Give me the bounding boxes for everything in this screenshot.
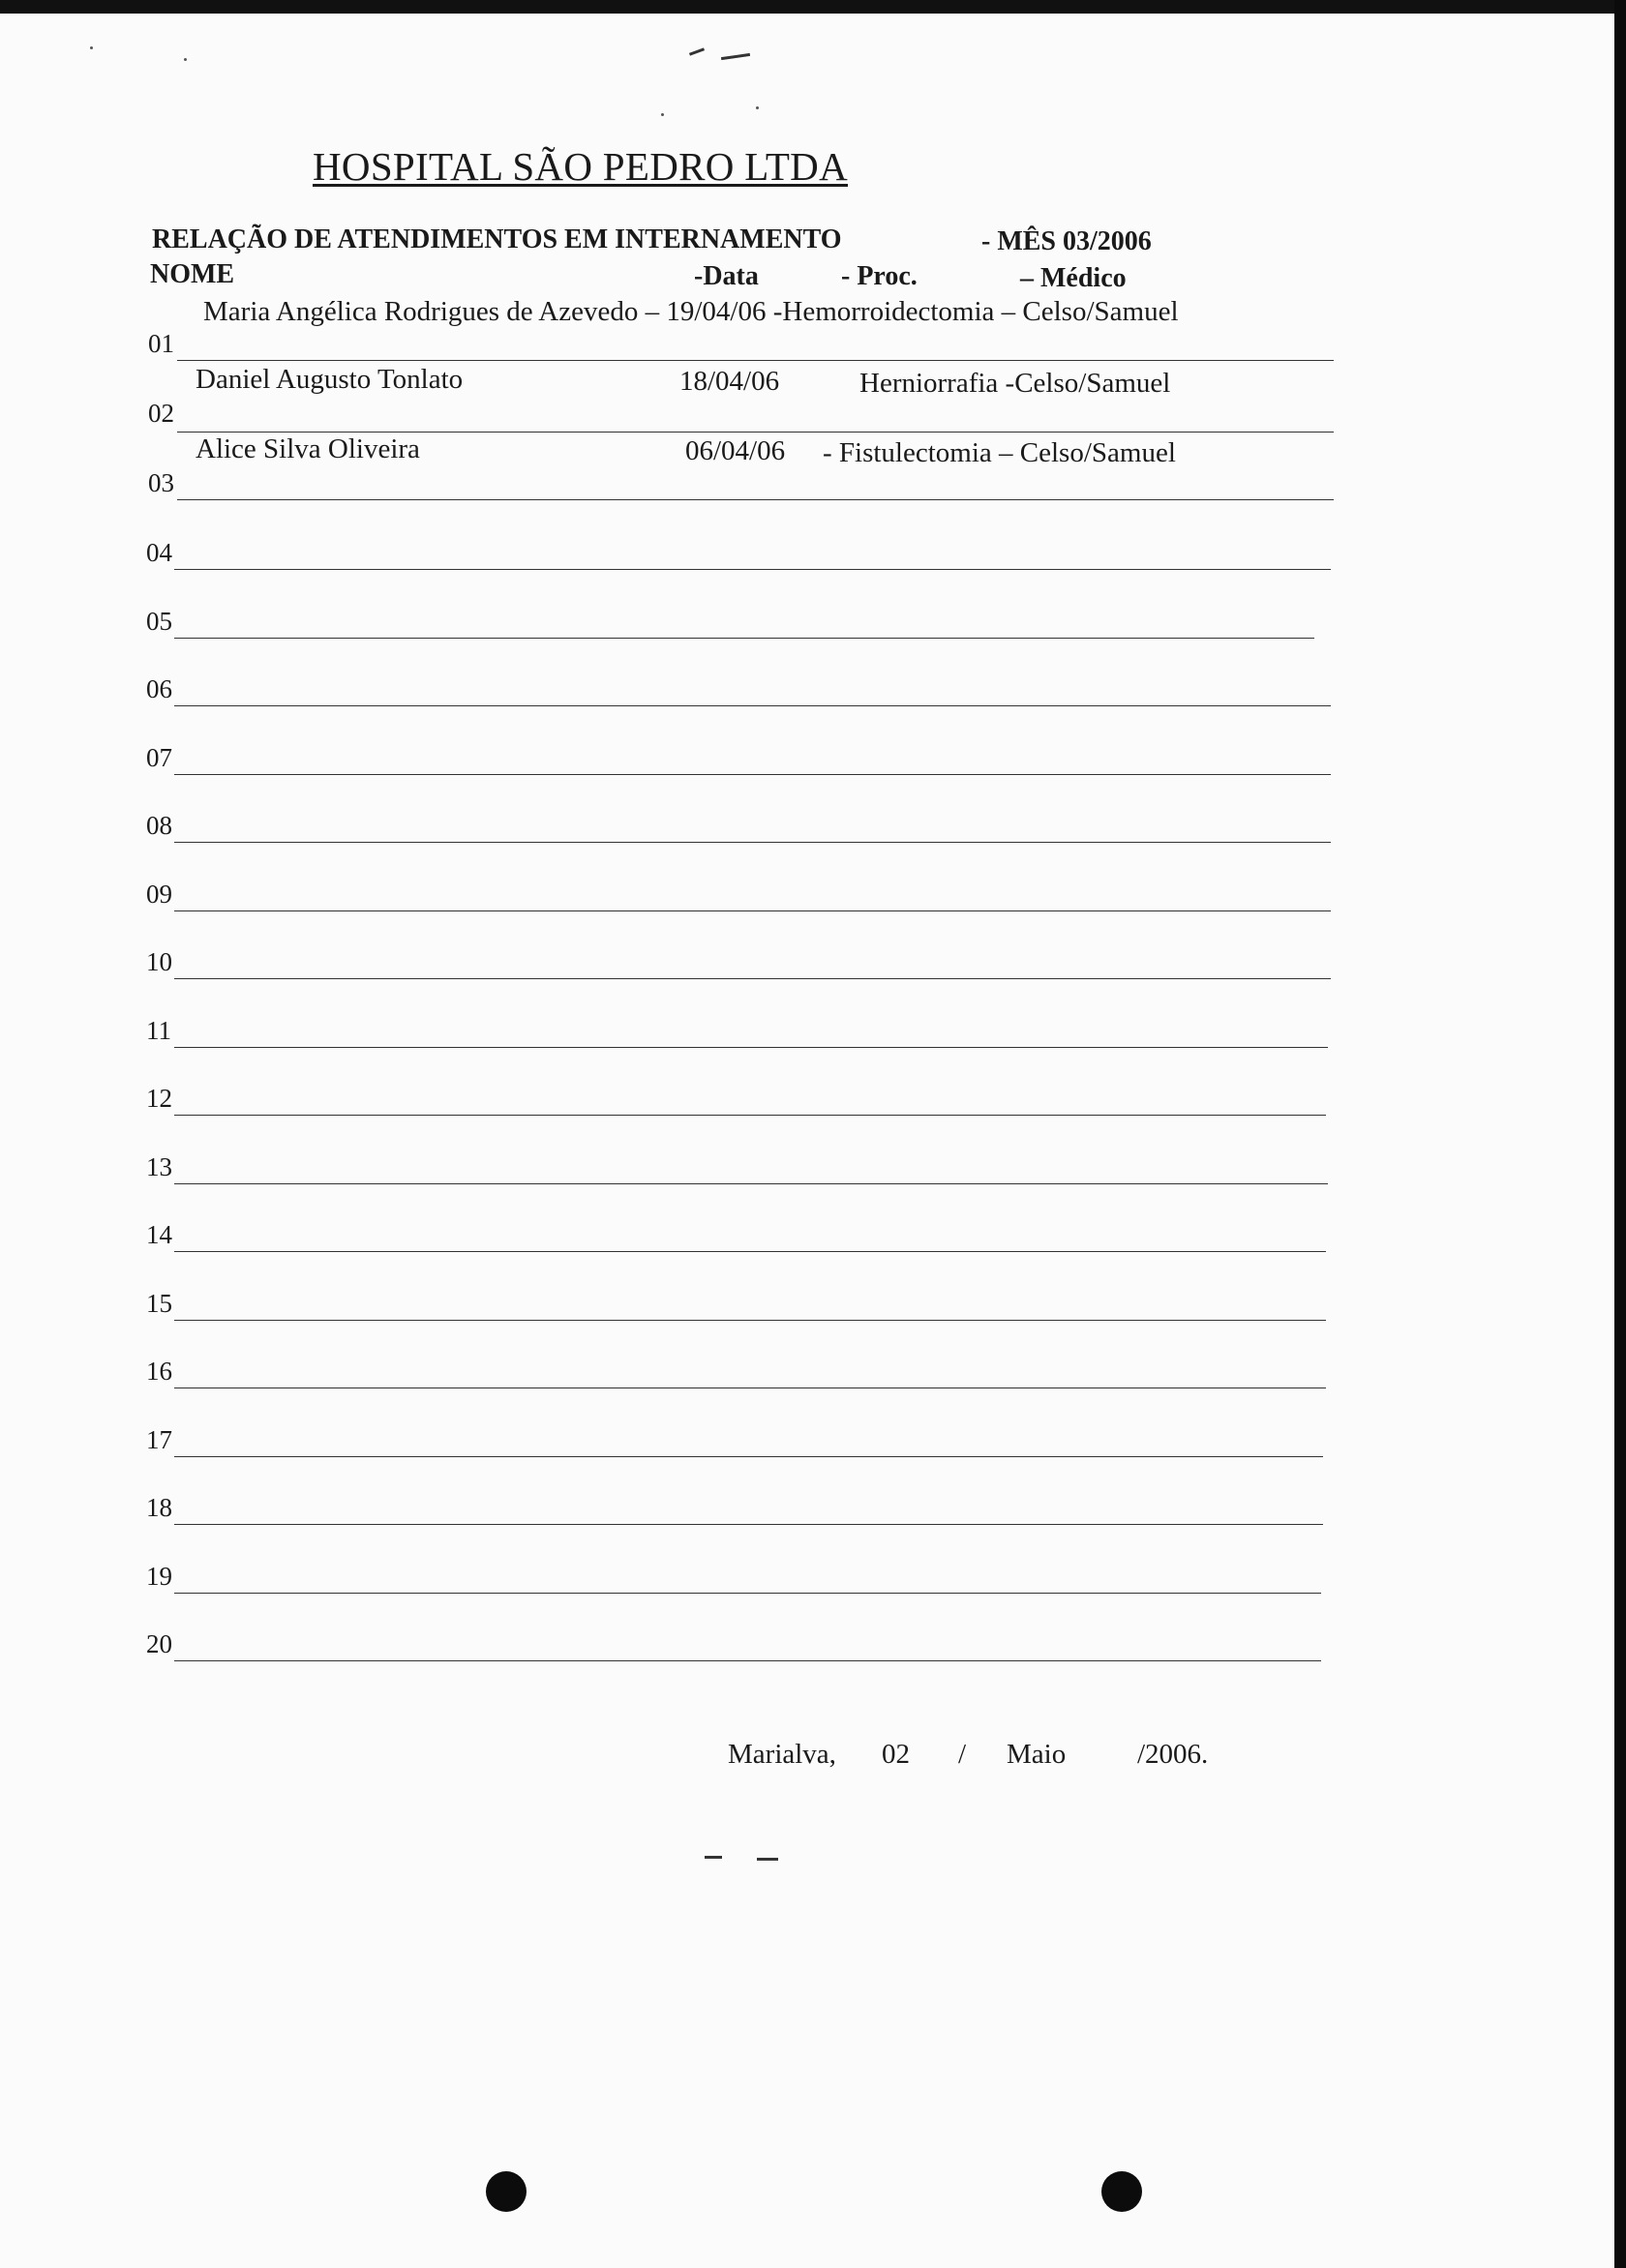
row-line xyxy=(177,432,1334,433)
pen-mark xyxy=(705,1856,722,1859)
row-number: 12 xyxy=(146,1084,172,1113)
row-line xyxy=(174,1115,1326,1116)
row-number: 08 xyxy=(146,811,172,840)
footer-separator: / xyxy=(958,1739,967,1770)
scan-speck xyxy=(756,106,759,109)
scan-speck xyxy=(184,58,187,61)
row-line xyxy=(174,910,1331,911)
row-number: 07 xyxy=(146,743,172,772)
row-line xyxy=(174,1524,1323,1525)
row-line xyxy=(174,638,1314,639)
entry-02-name: Daniel Augusto Tonlato xyxy=(196,364,464,395)
entry-03-name: Alice Silva Oliveira xyxy=(196,433,420,464)
row-number: 02 xyxy=(148,399,174,428)
row-number: 20 xyxy=(146,1629,172,1658)
row-line xyxy=(174,1047,1328,1048)
row-line xyxy=(174,1660,1321,1661)
row-line xyxy=(174,842,1331,843)
row-line xyxy=(174,1456,1323,1457)
footer-place: Marialva, xyxy=(728,1739,836,1770)
report-subtitle: RELAÇÃO DE ATENDIMENTOS EM INTERNAMENTO xyxy=(152,224,842,254)
row-number: 13 xyxy=(146,1152,172,1181)
row-line xyxy=(174,774,1331,775)
row-number: 15 xyxy=(146,1289,172,1318)
row-line xyxy=(177,360,1334,361)
row-number: 06 xyxy=(146,674,172,703)
pen-mark xyxy=(689,47,705,55)
row-line xyxy=(174,1320,1326,1321)
row-number: 01 xyxy=(148,329,174,358)
column-header-data: -Data xyxy=(694,261,759,291)
scan-speck xyxy=(661,113,664,116)
row-line xyxy=(177,499,1334,500)
footer-month: Maio xyxy=(1007,1739,1067,1770)
column-header-proc: - Proc. xyxy=(841,261,918,291)
footer-day: 02 xyxy=(882,1739,910,1770)
row-number: 10 xyxy=(146,947,172,976)
entry-02-date: 18/04/06 xyxy=(679,366,780,397)
row-number: 19 xyxy=(146,1562,172,1591)
row-number: 09 xyxy=(146,880,172,909)
entry-02-rest: Herniorrafia -Celso/Samuel xyxy=(859,368,1171,399)
entry-03-date: 06/04/06 xyxy=(685,435,786,466)
pen-mark xyxy=(721,53,750,60)
scan-speck xyxy=(90,46,93,49)
footer-year: /2006. xyxy=(1137,1739,1209,1770)
entry-03-rest: - Fistulectomia – Celso/Samuel xyxy=(823,437,1176,468)
column-header-medico: – Médico xyxy=(1020,263,1127,293)
row-line xyxy=(174,1593,1321,1594)
row-line xyxy=(174,1183,1328,1184)
row-number: 03 xyxy=(148,468,174,497)
hospital-title: HOSPITAL SÃO PEDRO LTDA xyxy=(313,144,848,189)
row-line xyxy=(174,705,1331,706)
row-number: 11 xyxy=(146,1016,171,1045)
row-line xyxy=(174,978,1331,979)
row-line xyxy=(174,1251,1326,1252)
row-number: 16 xyxy=(146,1357,172,1386)
column-header-nome: NOME xyxy=(150,259,235,289)
report-month: - MÊS 03/2006 xyxy=(981,226,1152,256)
row-number: 17 xyxy=(146,1425,172,1454)
punch-hole xyxy=(486,2171,527,2212)
row-number: 05 xyxy=(146,607,172,636)
entry-01-text: Maria Angélica Rodrigues de Azevedo – 19/04/06 -Hemorroidectomia – Celso/Samuel xyxy=(203,296,1179,327)
pen-mark xyxy=(757,1858,778,1861)
row-number: 04 xyxy=(146,538,172,567)
row-number: 18 xyxy=(146,1493,172,1522)
punch-hole xyxy=(1101,2171,1142,2212)
row-line xyxy=(174,569,1331,570)
scan-edge xyxy=(1614,0,1626,2268)
row-number: 14 xyxy=(146,1220,172,1249)
